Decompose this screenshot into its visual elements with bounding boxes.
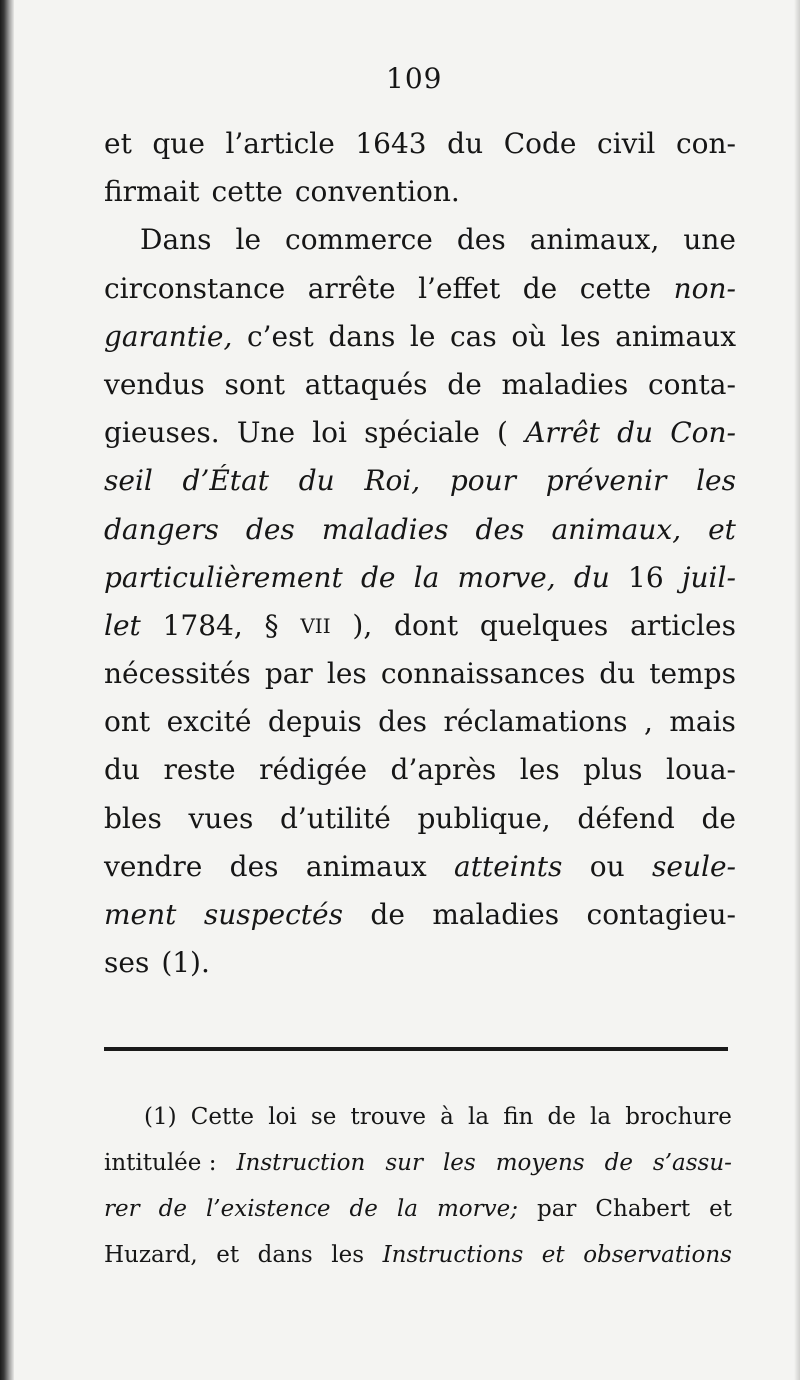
word: depuis bbox=[267, 705, 362, 739]
word: le bbox=[409, 319, 436, 353]
word: d’après bbox=[390, 753, 497, 787]
text-line bbox=[104, 698, 736, 746]
word: articles bbox=[630, 608, 736, 642]
italic-word: de bbox=[158, 1196, 187, 1222]
word: des bbox=[378, 705, 428, 739]
italic-word: de bbox=[604, 1150, 633, 1176]
word: civil bbox=[597, 127, 656, 160]
word: se bbox=[310, 1104, 337, 1130]
word: pour bbox=[449, 464, 517, 498]
footnote-separator-rule bbox=[104, 1047, 728, 1051]
word: 1643 bbox=[355, 127, 427, 160]
italic-word: let bbox=[104, 608, 141, 642]
page-binding-shadow bbox=[0, 0, 14, 1380]
word: circonstance bbox=[104, 271, 286, 305]
word: Une bbox=[236, 416, 296, 450]
word: publique, bbox=[417, 801, 551, 835]
word: la bbox=[467, 1104, 490, 1130]
italic-word: l’existence bbox=[205, 1196, 331, 1222]
word: mais bbox=[669, 705, 736, 739]
word: c’est bbox=[246, 319, 314, 353]
word: 1784, bbox=[162, 608, 243, 642]
word: brochure bbox=[625, 1104, 732, 1130]
word: Dans bbox=[140, 223, 212, 257]
italic-word: la bbox=[396, 1196, 418, 1222]
page-edge bbox=[794, 0, 800, 1380]
word: temps bbox=[649, 657, 736, 691]
footnote-reference: (1). bbox=[161, 946, 210, 980]
word: dans bbox=[257, 1242, 313, 1268]
word: gieuses. bbox=[104, 416, 220, 450]
text-line bbox=[104, 843, 736, 891]
word: , bbox=[643, 705, 653, 739]
text-line bbox=[104, 313, 736, 361]
text-line bbox=[104, 602, 736, 650]
italic-word: morve, bbox=[457, 560, 556, 594]
word: vendre bbox=[104, 849, 203, 883]
word: de bbox=[701, 801, 736, 835]
word: des bbox=[245, 512, 295, 546]
word: de bbox=[547, 1104, 576, 1130]
footnote-line bbox=[104, 1232, 732, 1278]
word: de bbox=[522, 271, 558, 305]
word: con- bbox=[675, 127, 736, 160]
italic-word: s’assu- bbox=[652, 1150, 732, 1176]
word: des bbox=[475, 512, 525, 546]
word: les bbox=[326, 657, 367, 691]
word: rédigée bbox=[259, 753, 368, 787]
word: quelques bbox=[479, 608, 609, 642]
word: l’article bbox=[225, 127, 335, 160]
word: dans bbox=[328, 319, 396, 353]
footnote-line bbox=[104, 1094, 732, 1140]
word: connaissances bbox=[380, 657, 586, 691]
word: ses bbox=[104, 946, 150, 980]
italic-word: particulièrement bbox=[104, 560, 343, 594]
word: des bbox=[229, 849, 279, 883]
italic-word: et bbox=[541, 1242, 565, 1268]
word: firmait bbox=[104, 175, 200, 209]
italic-word: les bbox=[442, 1150, 476, 1176]
word: bles bbox=[104, 801, 162, 835]
italic-word: de bbox=[349, 1196, 378, 1222]
word: reste bbox=[163, 753, 236, 787]
italic-word: de bbox=[360, 560, 396, 594]
italic-word: moyens bbox=[495, 1150, 585, 1176]
word: seil bbox=[104, 464, 153, 498]
word: ont bbox=[104, 705, 151, 739]
word: d’État bbox=[182, 464, 270, 498]
italic-word: Con- bbox=[670, 416, 736, 450]
word: arrête bbox=[307, 271, 396, 305]
word: maladies bbox=[501, 367, 629, 401]
word: Chabert bbox=[595, 1196, 691, 1222]
word: maladies bbox=[321, 512, 449, 546]
word: animaux, bbox=[529, 223, 660, 257]
word: VII bbox=[300, 613, 331, 638]
word: Roi, bbox=[364, 464, 421, 498]
word: animaux bbox=[305, 849, 427, 883]
footnote-marker: (1) bbox=[144, 1104, 177, 1130]
word: du bbox=[599, 657, 636, 691]
word: le bbox=[235, 223, 262, 257]
word: et bbox=[708, 512, 736, 546]
italic-word: morve; bbox=[436, 1196, 518, 1222]
word: les bbox=[519, 753, 560, 787]
word: loi bbox=[268, 1104, 297, 1130]
word: dangers bbox=[104, 512, 219, 546]
word: défend bbox=[577, 801, 675, 835]
word: où bbox=[511, 319, 547, 353]
word: les bbox=[331, 1242, 365, 1268]
word: réclamations bbox=[443, 705, 628, 739]
italic-word: suspectés bbox=[203, 898, 343, 931]
word: loi bbox=[312, 416, 347, 450]
italic-word: Instructions bbox=[382, 1242, 524, 1268]
word: que bbox=[152, 127, 205, 160]
text-line bbox=[104, 265, 736, 313]
word: par bbox=[536, 1196, 577, 1222]
italic-word: rer bbox=[104, 1196, 140, 1222]
word: ( bbox=[497, 416, 508, 450]
word: maladies bbox=[432, 898, 560, 931]
word: convention. bbox=[294, 175, 460, 209]
word: vues bbox=[188, 801, 254, 835]
italic-word: observations bbox=[583, 1242, 732, 1268]
word: sont bbox=[224, 367, 285, 401]
word: cette bbox=[579, 271, 652, 305]
word: du bbox=[447, 127, 484, 160]
word: prévenir bbox=[545, 464, 667, 498]
word: cette bbox=[211, 175, 283, 209]
word: du bbox=[298, 464, 335, 498]
word: loua- bbox=[665, 753, 736, 787]
word: par bbox=[264, 657, 313, 691]
word: conta- bbox=[647, 367, 736, 401]
word: ), bbox=[352, 608, 373, 642]
word: de bbox=[447, 367, 482, 401]
text-line bbox=[104, 939, 736, 987]
word: les bbox=[696, 464, 736, 498]
word: trouve bbox=[350, 1104, 426, 1130]
word: et bbox=[709, 1196, 732, 1222]
italic-word: Arrêt bbox=[525, 416, 600, 450]
text-line bbox=[104, 168, 736, 216]
text-line bbox=[104, 216, 736, 264]
italic-word: du bbox=[617, 416, 654, 450]
word: vendus bbox=[104, 367, 205, 401]
word: et bbox=[216, 1242, 240, 1268]
word: la bbox=[589, 1104, 612, 1130]
text-line bbox=[104, 795, 736, 843]
page-number: 109 bbox=[386, 62, 443, 95]
word: animaux, bbox=[551, 512, 682, 546]
text-line bbox=[104, 746, 736, 794]
text-line bbox=[104, 650, 736, 698]
text-line bbox=[104, 409, 736, 457]
word: Huzard, bbox=[104, 1242, 198, 1268]
word: 16 bbox=[628, 560, 664, 594]
text-line bbox=[104, 506, 736, 554]
word: Cette bbox=[190, 1104, 255, 1130]
word: fin bbox=[503, 1104, 534, 1130]
word: spéciale bbox=[364, 416, 480, 450]
italic-word: atteints bbox=[454, 849, 563, 883]
word: dont bbox=[394, 608, 459, 642]
word: animaux bbox=[615, 319, 736, 353]
italic-word: du bbox=[573, 560, 610, 594]
word: du bbox=[104, 753, 140, 787]
word: les bbox=[560, 319, 601, 353]
italic-word: garantie, bbox=[104, 319, 233, 353]
text-line bbox=[104, 554, 736, 602]
word: de bbox=[370, 898, 405, 931]
footnote-line bbox=[104, 1140, 732, 1186]
italic-word: la bbox=[413, 560, 440, 594]
italic-word: seule- bbox=[652, 849, 736, 883]
italic-word: ment bbox=[104, 898, 177, 931]
word: ou bbox=[589, 849, 625, 883]
text-line bbox=[104, 457, 736, 505]
footnote bbox=[104, 1094, 732, 1278]
word: excité bbox=[166, 705, 252, 739]
italic-word: juil- bbox=[681, 560, 736, 594]
word: et bbox=[104, 127, 132, 160]
word: des bbox=[456, 223, 506, 257]
word: nécessités bbox=[104, 657, 251, 691]
word: Code bbox=[503, 127, 577, 160]
footnote-line bbox=[104, 1186, 732, 1232]
word: commerce bbox=[285, 223, 433, 257]
word: plus bbox=[583, 753, 643, 787]
text-line bbox=[104, 361, 736, 409]
word: attaqués bbox=[304, 367, 428, 401]
word: cas bbox=[450, 319, 497, 353]
main-text bbox=[104, 120, 736, 987]
word: d’utilité bbox=[280, 801, 391, 835]
word: intitulée : bbox=[104, 1150, 217, 1176]
text-line bbox=[104, 891, 736, 939]
text-line bbox=[104, 120, 736, 168]
italic-word: sur bbox=[385, 1150, 423, 1176]
word: à bbox=[440, 1104, 454, 1130]
word: § bbox=[264, 608, 279, 642]
word: l’effet bbox=[418, 271, 501, 305]
word: une bbox=[683, 223, 736, 257]
italic-word: non- bbox=[673, 271, 736, 305]
italic-word: Instruction bbox=[236, 1150, 366, 1176]
word: contagieu- bbox=[586, 898, 736, 931]
